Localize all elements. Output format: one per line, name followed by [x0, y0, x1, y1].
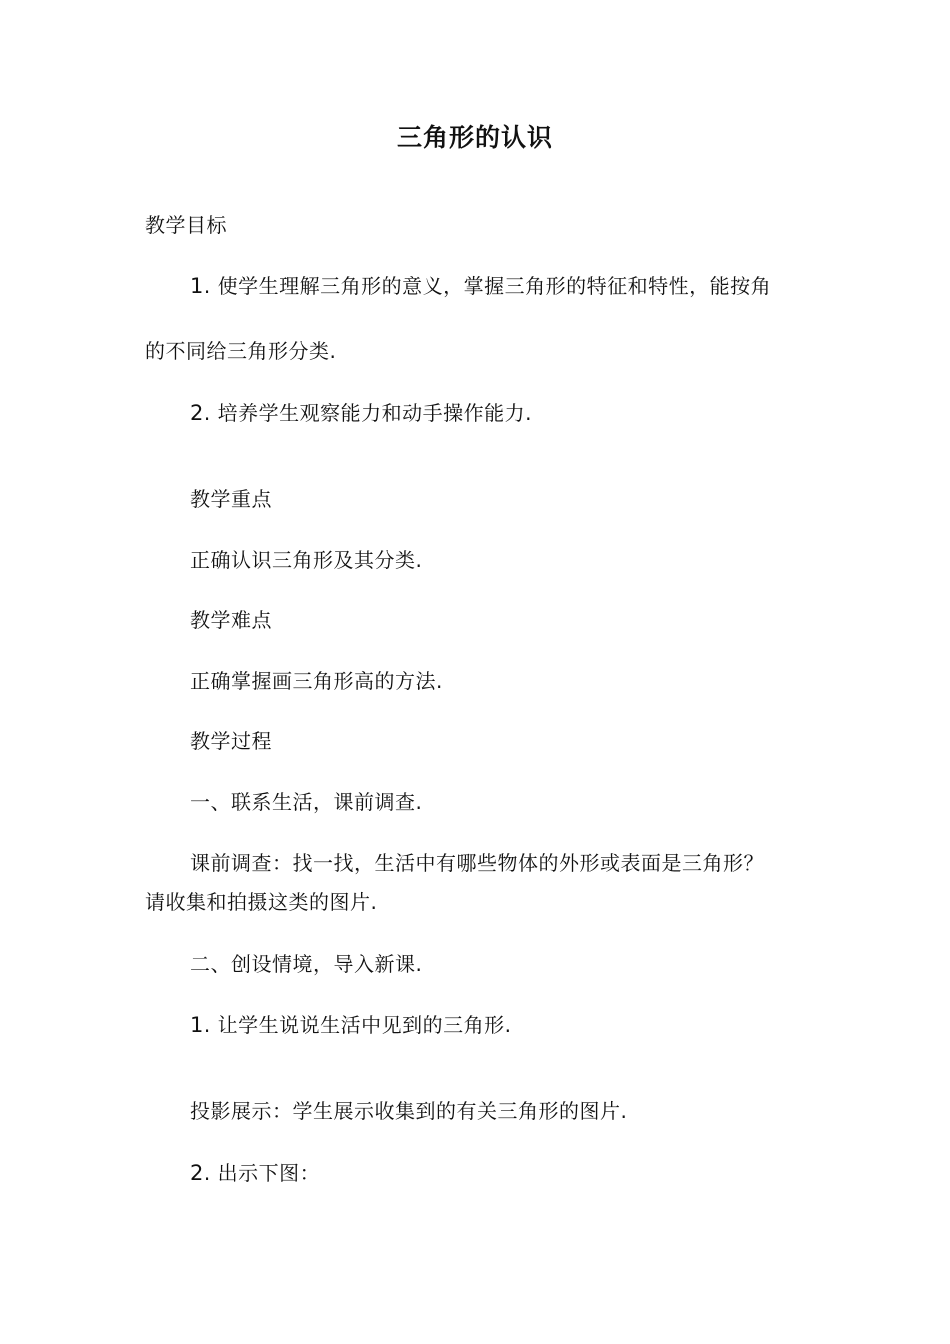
- document-title: 三角形的认识: [396, 123, 553, 152]
- step-1-text: . 让学生说说生活中见到的三角形.: [203, 1013, 512, 1037]
- section-1-heading: 一、联系生活，课前调查.: [190, 790, 423, 814]
- step-2-text: . 出示下图：: [203, 1161, 321, 1185]
- key-point-text: 正确认识三角形及其分类.: [190, 548, 423, 572]
- difficulty-heading: 教学难点: [190, 608, 272, 632]
- projection-text: 投影展示：学生展示收集到的有关三角形的图片.: [190, 1099, 628, 1123]
- step-2-number: 2: [190, 1161, 204, 1185]
- key-point-heading: 教学重点: [190, 487, 272, 511]
- process-heading: 教学过程: [190, 729, 272, 753]
- objective-1-line-2: 的不同给三角形分类.: [145, 339, 337, 363]
- objective-1-number: 1: [190, 274, 204, 298]
- objective-1-line-1: [190, 271, 771, 301]
- survey-line-2: 请收集和拍摄这类的图片.: [145, 890, 378, 914]
- survey-line-1: 课前调查：找一找，生活中有哪些物体的外形或表面是三角形？: [190, 851, 764, 875]
- objective-2-number: 2: [190, 401, 204, 425]
- step-1: [190, 1010, 511, 1040]
- section-2-heading: 二、创设情境，导入新课.: [190, 952, 423, 976]
- step-1-number: 1: [190, 1013, 204, 1037]
- objective-2-text: . 培养学生观察能力和动手操作能力.: [203, 401, 532, 425]
- difficulty-text: 正确掌握画三角形高的方法.: [190, 669, 443, 693]
- objective-2: [190, 398, 532, 428]
- objectives-heading: 教学目标: [145, 213, 227, 237]
- step-2: [190, 1158, 320, 1188]
- objective-1-text: . 使学生理解三角形的意义，掌握三角形的特征和特性，能按角: [203, 274, 772, 298]
